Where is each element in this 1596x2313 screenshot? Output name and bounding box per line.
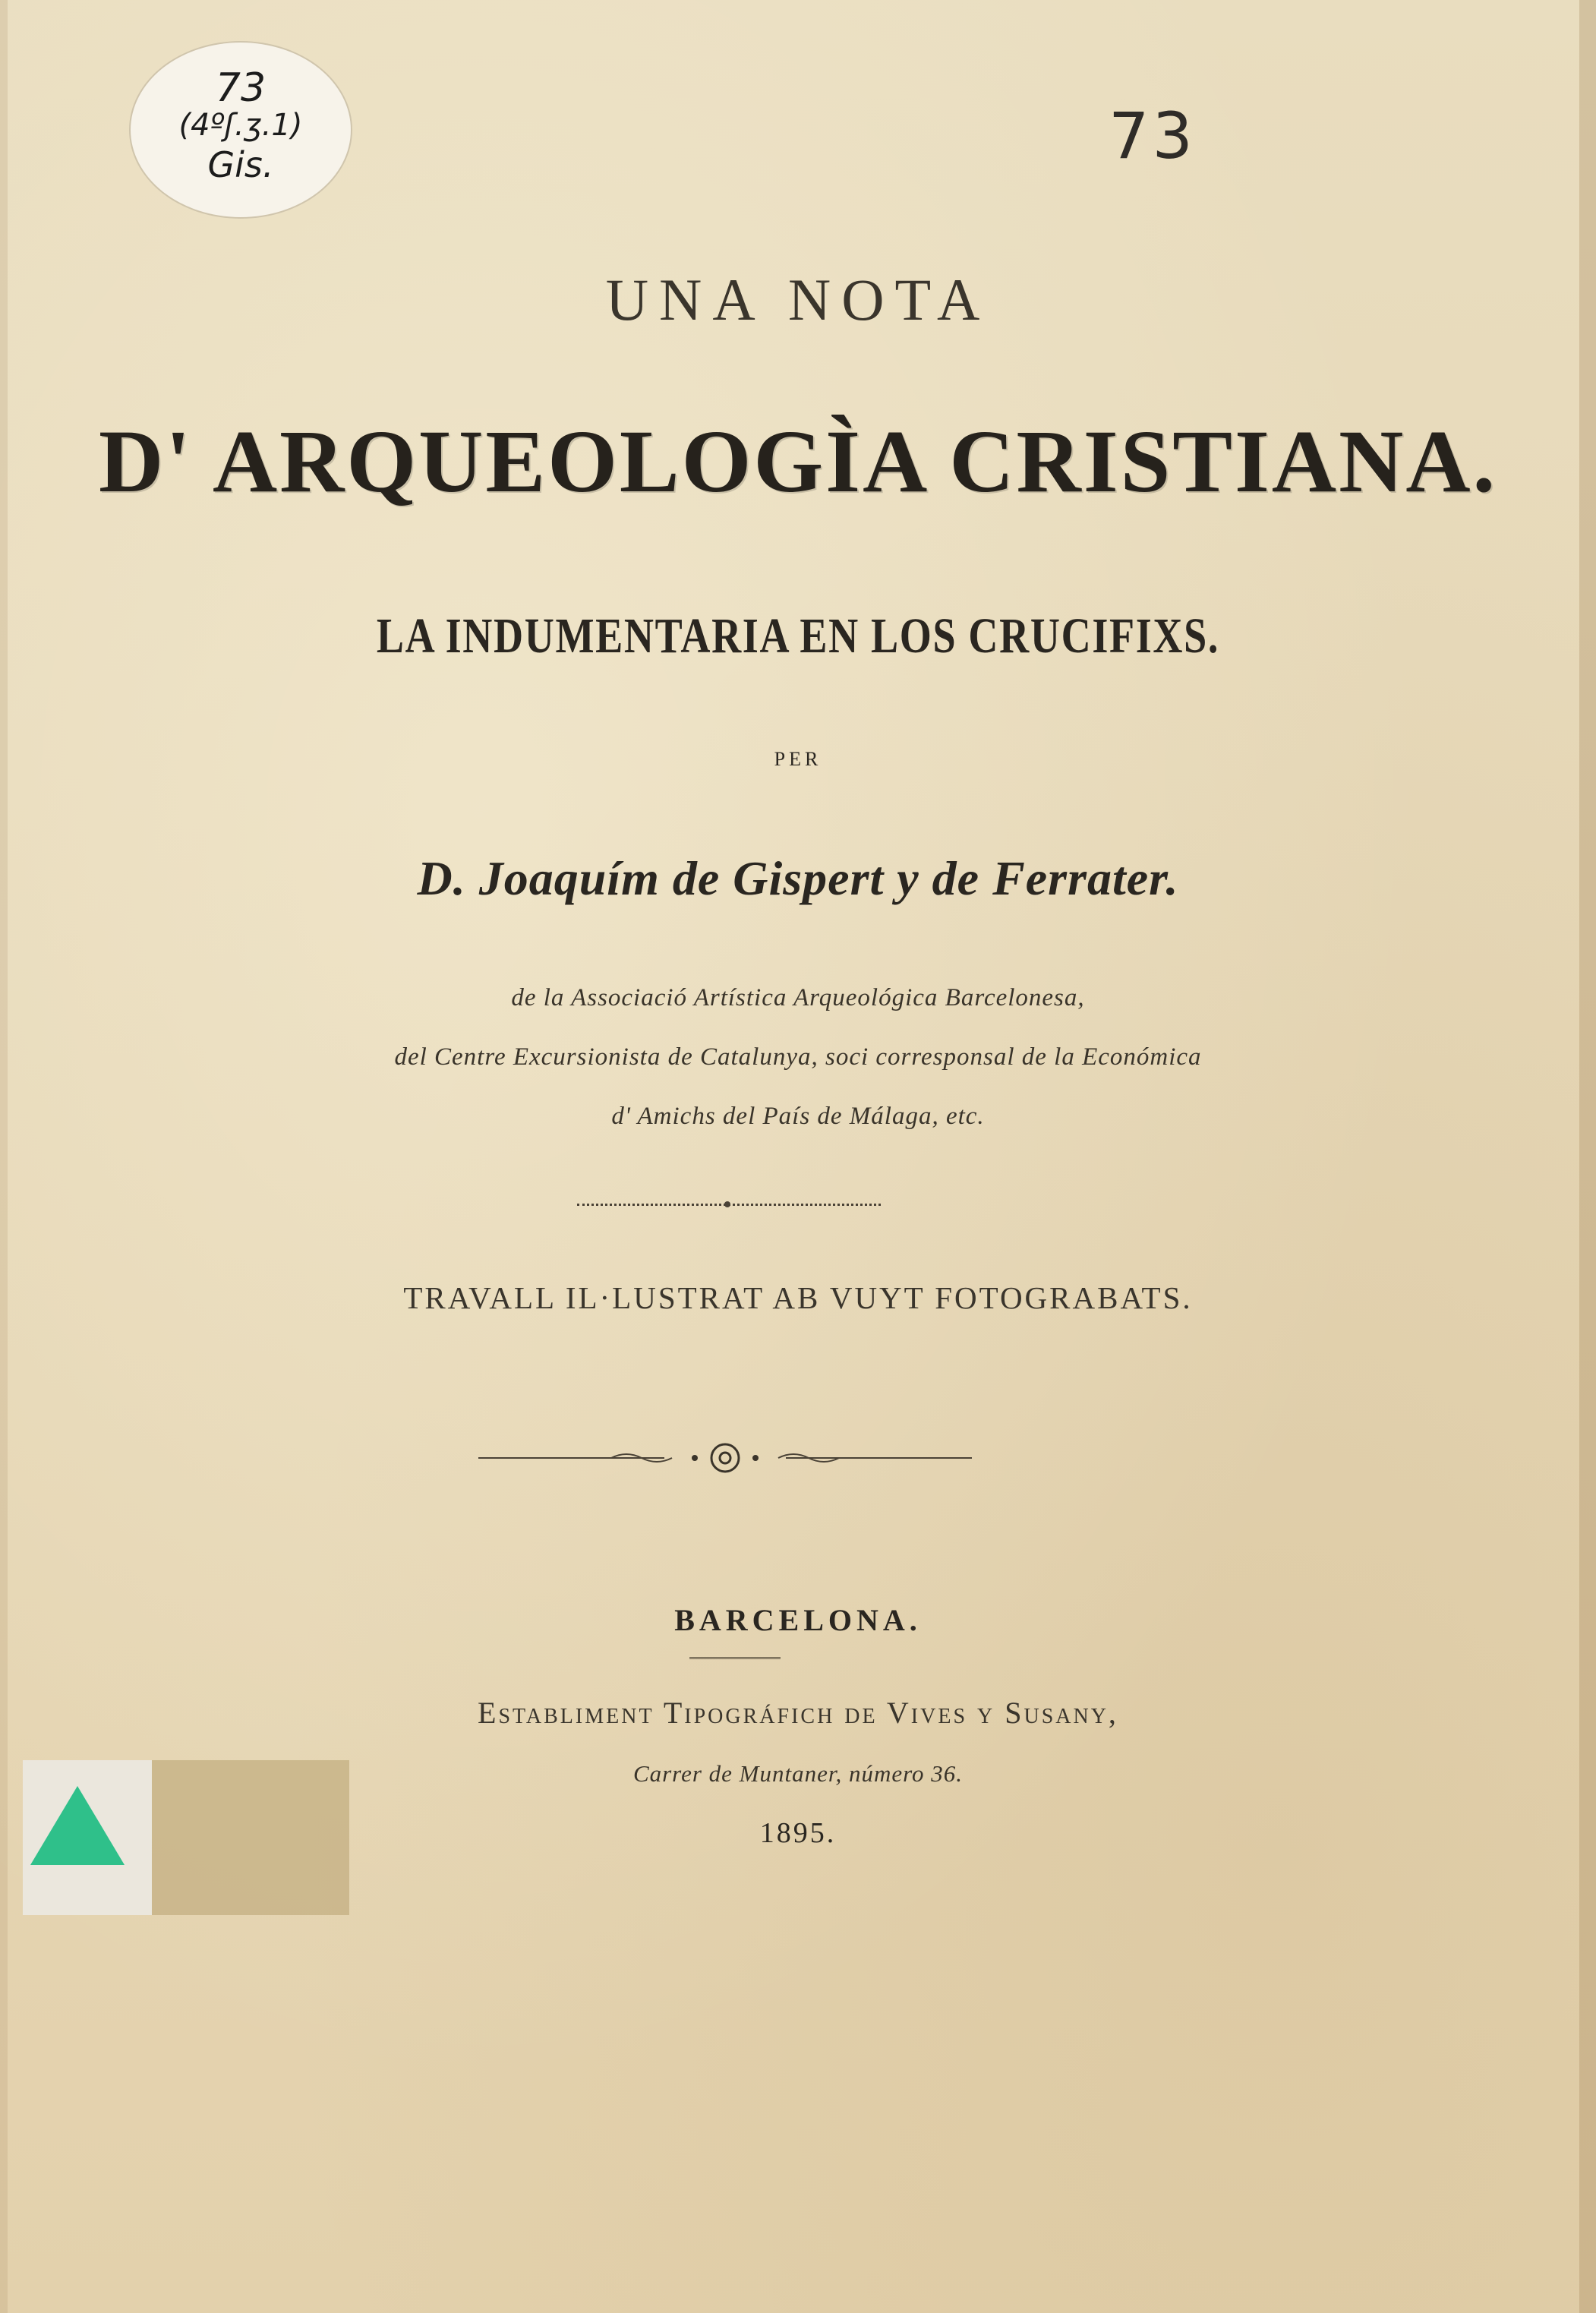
subtitle: LA INDUMENTARIA EN LOS CRUCIFIXS.	[376, 608, 1220, 664]
ornamental-divider	[478, 1439, 972, 1477]
publication-year: 1895.	[759, 1817, 837, 1849]
illustration-note: TRAVALL IL·LUSTRAT AB VUYT FOTOGRABATS.	[403, 1280, 1193, 1315]
sticker-number: 73	[215, 65, 267, 111]
affiliation-line: del Centre Excursionista de Catalunya, soci corresponsal de la Económica	[394, 1043, 1202, 1071]
printer-address: Carrer de Muntaner, número 36.	[632, 1760, 964, 1787]
affiliation-line: d' Amichs del País de Málaga, etc.	[611, 1103, 985, 1130]
sticker-author-code: Gis.	[207, 144, 274, 185]
green-triangle-icon	[30, 1786, 125, 1865]
handwritten-shelf-mark: 73	[1109, 99, 1196, 173]
printer-name: Establiment Tipográfich de Vives y Susany,	[478, 1696, 1118, 1730]
dotted-separator	[577, 1204, 881, 1209]
city-underline	[689, 1657, 781, 1665]
affiliation-line: de la Associació Artística Arqueológica Barcelonesa,	[511, 984, 1085, 1011]
author-name: D. Joaquím de Gispert y de Ferrater.	[417, 851, 1179, 905]
title-line-1: UNA NOTA	[605, 267, 991, 333]
sticker-classification: (4ºʃ.ʒ.1)	[178, 108, 303, 143]
library-sticker	[131, 43, 351, 217]
by-label: PER	[774, 748, 822, 770]
publication-city: BARCELONA.	[674, 1603, 922, 1637]
title-line-2: D' ARQUEOLOGÌA CRISTIANA.	[98, 412, 1498, 511]
